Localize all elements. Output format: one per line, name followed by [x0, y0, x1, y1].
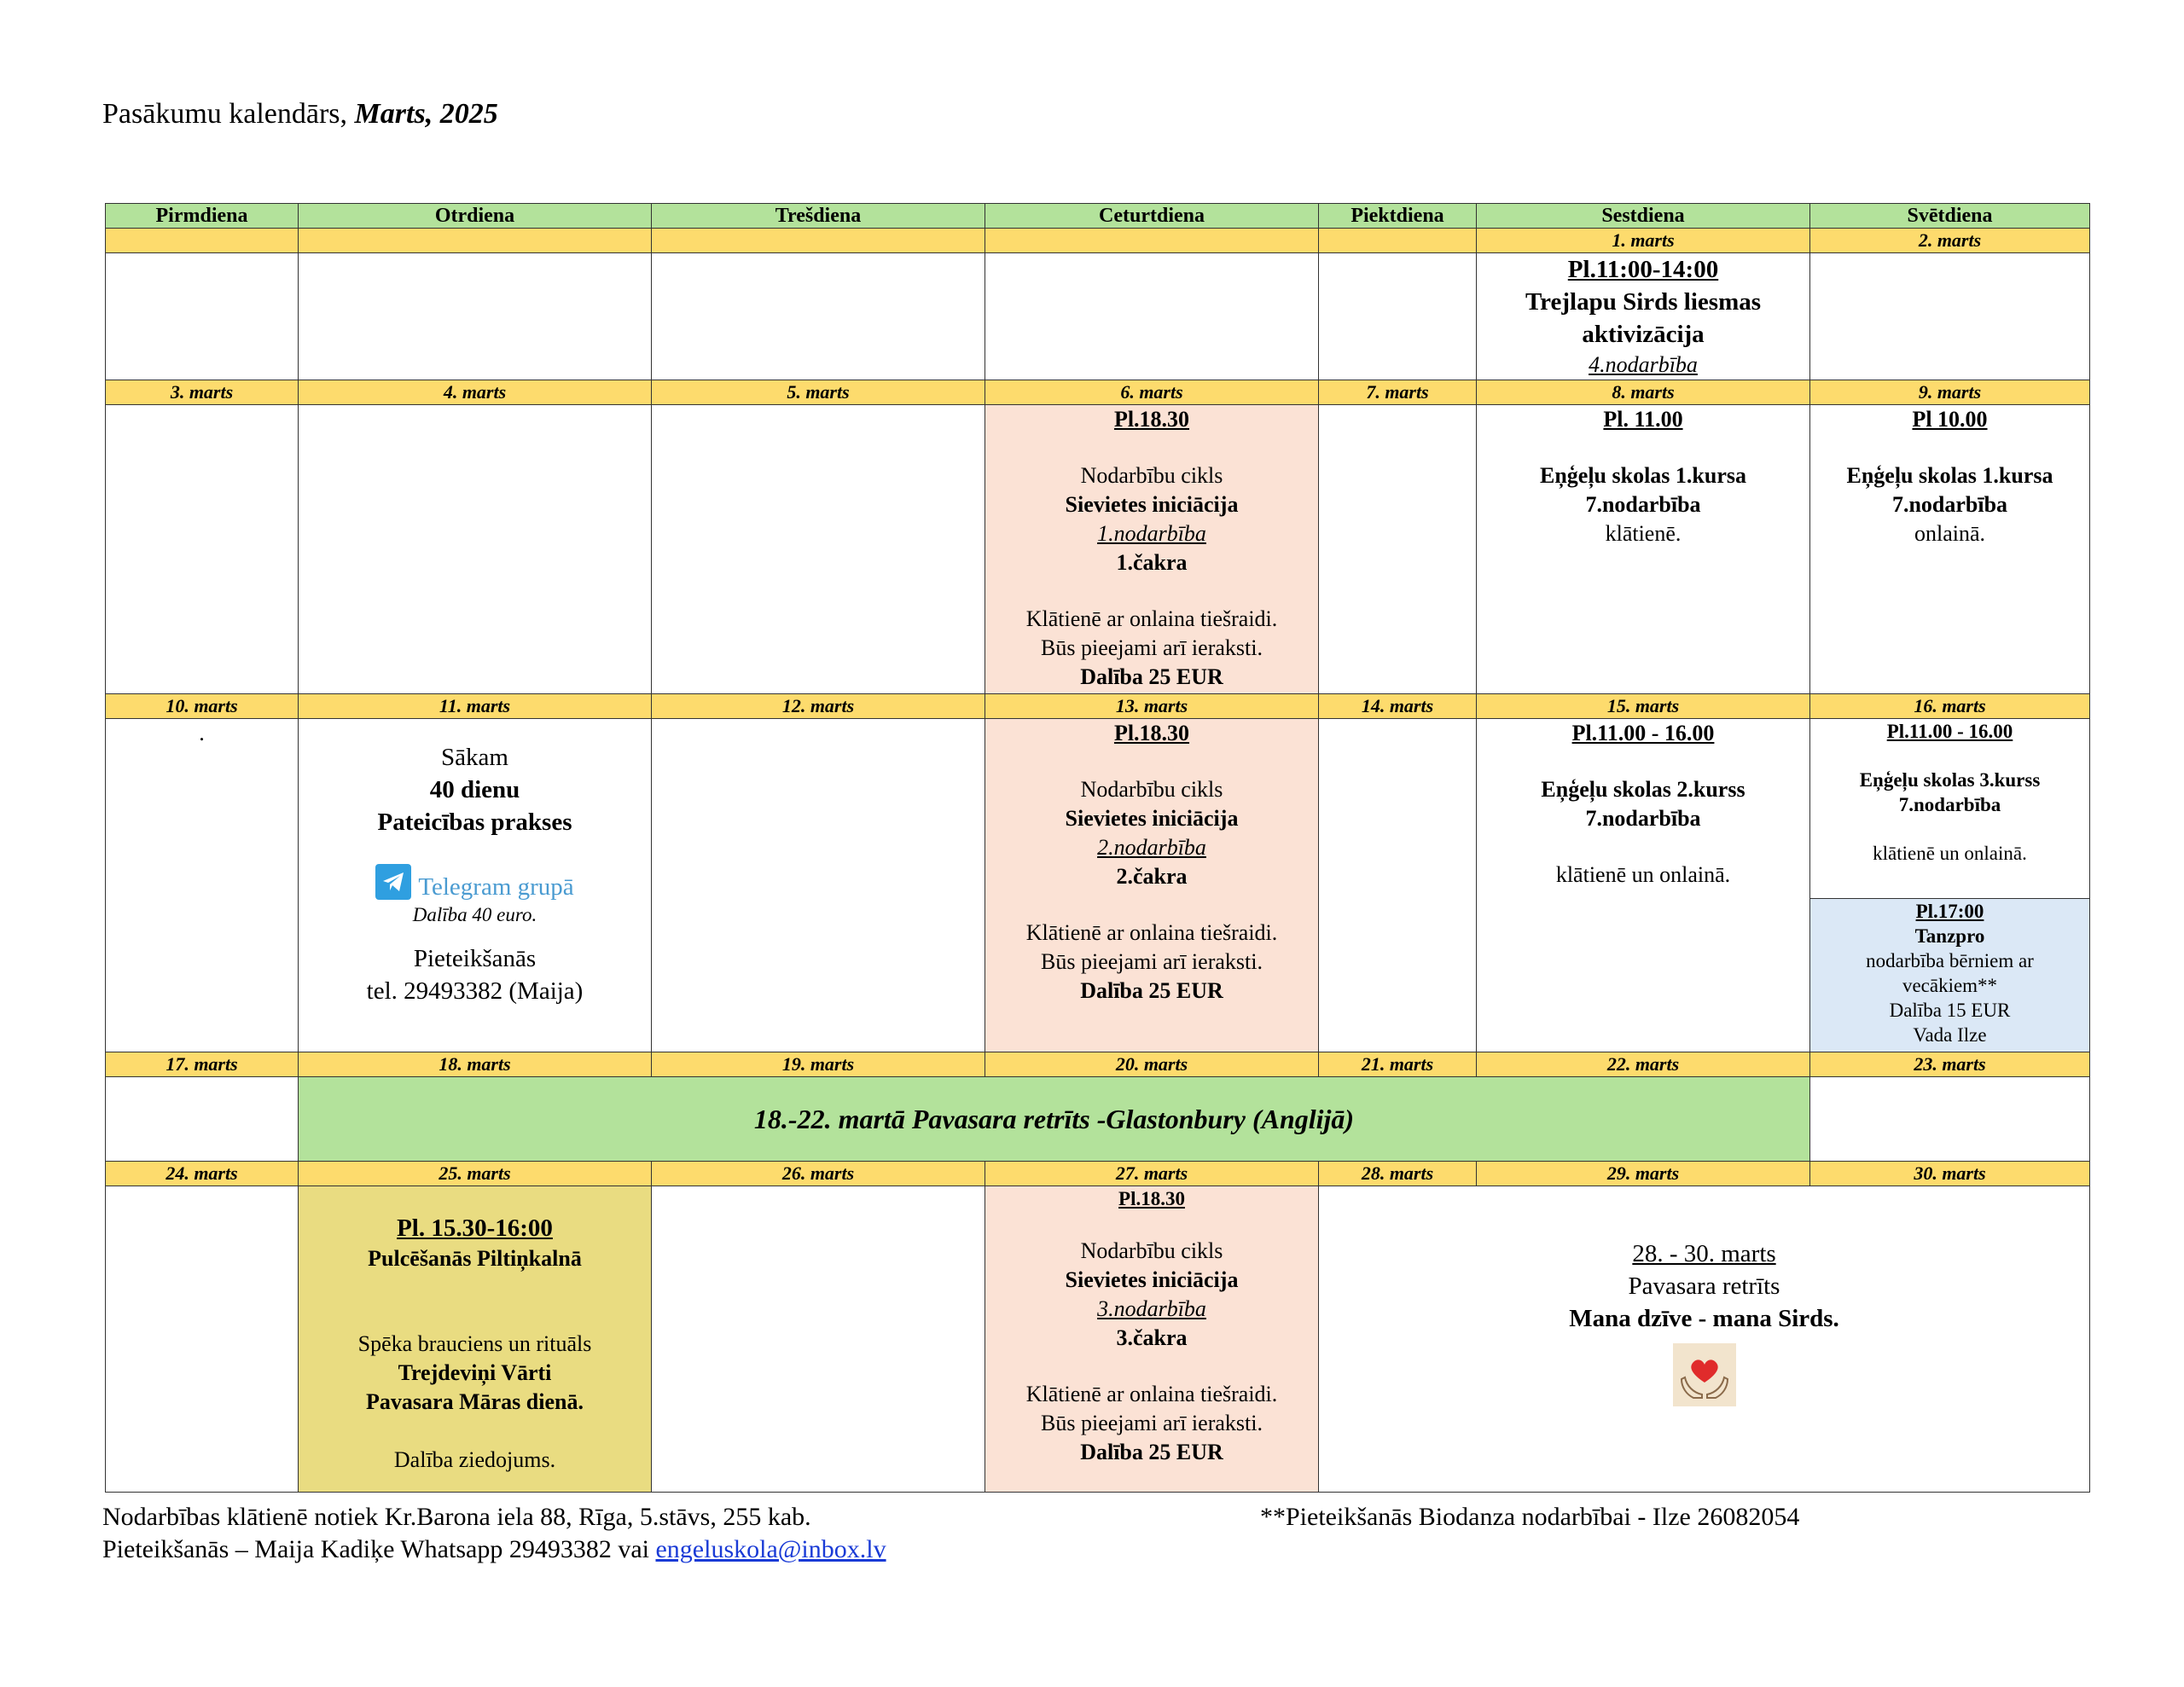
telegram-icon: [375, 864, 411, 900]
event-note: Būs pieejami arī ieraksti.: [1041, 635, 1263, 660]
event-row: [106, 405, 2090, 694]
footer-address: Nodarbības klātienē notiek Kr.Barona iela 88, Rīga, 5.stāvs, 255 kab.: [102, 1503, 811, 1531]
telegram-label[interactable]: Telegram grupā: [418, 873, 574, 901]
event-title: Tanzpro: [1914, 925, 1985, 947]
telegram-link[interactable]: [299, 864, 651, 902]
date-cell: 4. marts: [299, 380, 652, 405]
event-row: [106, 1186, 2090, 1493]
weekday-header: Otrdiena: [299, 204, 652, 229]
event-cell: [1477, 253, 1810, 380]
split-cell: [1810, 719, 2089, 1052]
date-cell: 10. marts: [106, 694, 299, 719]
event-cell: [1319, 1186, 2090, 1493]
event-row: [106, 719, 2090, 1052]
title-month: Marts, 2025: [354, 98, 498, 130]
weekday-header: Svētdiena: [1810, 204, 2090, 229]
event-cell: [1810, 719, 2090, 1052]
event-cell: [1477, 405, 1810, 694]
event-note: Klātienē ar onlaina tiešraidi.: [1025, 920, 1278, 945]
date-cell: 11. marts: [299, 694, 652, 719]
event-price: Dalība 25 EUR: [1080, 1440, 1223, 1464]
date-row: [106, 1162, 2090, 1186]
event-signup: Pieteikšanās: [413, 945, 537, 972]
event-chakra: 2.čakra: [1116, 864, 1188, 889]
event-time: Pl.18.30: [1113, 407, 1190, 432]
date-cell: 14. marts: [1319, 694, 1477, 719]
event-mode: klātienē un onlainā.: [1555, 862, 1731, 887]
footer-signup: [102, 1535, 886, 1564]
weekday-header: Sestdiena: [1477, 204, 1810, 229]
date-cell: 8. marts: [1477, 380, 1810, 405]
date-cell: 24. marts: [106, 1162, 299, 1186]
date-cell: 2. marts: [1810, 229, 2090, 253]
event-desc: nodarbība bērniem ar: [1866, 950, 2034, 971]
event-mode: onlainā.: [1914, 521, 1986, 546]
event-time: Pl.11.00 - 16.00: [1571, 721, 1715, 745]
event-phone: tel. 29493382 (Maija): [366, 977, 584, 1005]
event-session: 3.nodarbība: [1097, 1296, 1206, 1321]
event-dates: 28. - 30. marts: [1632, 1240, 1776, 1267]
date-cell: 22. marts: [1477, 1052, 1810, 1077]
cell-mark: .: [199, 721, 205, 745]
date-cell: 7. marts: [1319, 380, 1477, 405]
date-cell: 23. marts: [1810, 1052, 2090, 1077]
event-note: Klātienē ar onlaina tiešraidi.: [1025, 1382, 1278, 1406]
event-block: [1810, 719, 2089, 899]
footer-biodanza: **Pieteikšanās Biodanza nodarbībai - Ilze 26082054: [1260, 1503, 1800, 1531]
date-cell: 18. marts: [299, 1052, 652, 1077]
event-chakra: 3.čakra: [1116, 1325, 1188, 1350]
event-time: Pl. 15.30-16:00: [397, 1215, 553, 1242]
event-cell: [299, 719, 652, 1052]
event-title: Sievietes iniciācija: [1065, 492, 1239, 517]
event-note: Klātienē ar onlaina tiešraidi.: [1025, 606, 1278, 631]
event-price: Dalība 25 EUR: [1080, 978, 1223, 1003]
weekday-header-row: [106, 204, 2090, 229]
event-session: 2.nodarbība: [1097, 835, 1206, 860]
event-title: Eņģeļu skolas 1.kursa: [1846, 463, 2053, 488]
event-desc: Spēka brauciens un rituāls: [357, 1331, 592, 1356]
event-time: Pl.17:00: [1915, 901, 1984, 922]
event-price: Dalība 25 EUR: [1080, 664, 1223, 689]
retreat-banner: [299, 1077, 1810, 1162]
retreat-title: 18.-22. martā Pavasara retrīts -Glastonbury (Anglijā): [753, 1104, 1355, 1134]
event-mode: klātienē un onlainā.: [1873, 843, 2027, 864]
date-cell: 26. marts: [652, 1162, 985, 1186]
event-time: Pl.18.30: [1118, 1188, 1185, 1209]
event-cell: [1477, 719, 1810, 1052]
title-prefix: Pasākumu kalendārs,: [102, 98, 355, 130]
event-title: Eņģeļu skolas 1.kursa: [1539, 463, 1747, 488]
event-session: 7.nodarbība: [1585, 806, 1701, 831]
event-session: 1.nodarbība: [1097, 521, 1206, 546]
date-cell: 19. marts: [652, 1052, 985, 1077]
date-cell: 3. marts: [106, 380, 299, 405]
date-cell: 17. marts: [106, 1052, 299, 1077]
event-session: 7.nodarbība: [1585, 492, 1701, 517]
event-title: Trejdeviņi Vārti: [398, 1360, 552, 1385]
event-cell: [985, 1186, 1319, 1493]
event-title: aktivizācija: [1582, 321, 1705, 348]
date-row: [106, 380, 2090, 405]
event-cycle: Nodarbību cikls: [1080, 777, 1223, 802]
date-row: [106, 229, 2090, 253]
event-title: Sievietes iniciācija: [1065, 806, 1239, 831]
event-title: Mana dzīve - mana Sirds.: [1569, 1305, 1839, 1332]
event-title: Sievietes iniciācija: [1065, 1267, 1239, 1292]
event-block: [1810, 899, 2089, 1052]
date-cell: 1. marts: [1477, 229, 1810, 253]
event-title: Eņģeļu skolas 3.kurss: [1859, 769, 2041, 791]
date-cell: 27. marts: [985, 1162, 1319, 1186]
event-time: Pl 10.00: [1912, 407, 1988, 432]
page-title: [102, 98, 498, 130]
event-cycle: Nodarbību cikls: [1080, 1238, 1223, 1263]
event-row: [106, 1077, 2090, 1162]
weekday-header: Piektdiena: [1319, 204, 1477, 229]
date-cell: 5. marts: [652, 380, 985, 405]
date-cell: 6. marts: [985, 380, 1319, 405]
event-row: [106, 253, 2090, 380]
weekday-header: Ceturtdiena: [985, 204, 1319, 229]
date-row: [106, 1052, 2090, 1077]
event-title: Pavasara Māras dienā.: [366, 1389, 584, 1414]
event-cell: [985, 719, 1319, 1052]
email-link[interactable]: engeluskola@inbox.lv: [655, 1535, 886, 1563]
event-intro: Sākam: [441, 744, 508, 771]
date-cell: 29. marts: [1477, 1162, 1810, 1186]
date-cell: 25. marts: [299, 1162, 652, 1186]
event-time: Pl.18.30: [1113, 721, 1190, 745]
event-cell: [985, 405, 1319, 694]
event-lead: Vada Ilze: [1913, 1024, 1987, 1046]
date-cell: 9. marts: [1810, 380, 2090, 405]
event-title: Pateicības prakses: [377, 809, 572, 836]
date-cell: 21. marts: [1319, 1052, 1477, 1077]
event-time: Pl. 11.00: [1603, 407, 1683, 432]
event-title: Eņģeļu skolas 2.kurss: [1541, 777, 1745, 802]
event-cell: [299, 1186, 652, 1493]
event-time: Pl.11:00-14:00: [1567, 256, 1719, 283]
date-cell: 12. marts: [652, 694, 985, 719]
event-title: 40 dienu: [429, 776, 520, 803]
event-price: Dalība 15 EUR: [1889, 1000, 2011, 1021]
event-time: Pl.11.00 - 16.00: [1886, 721, 2013, 742]
event-session: 4.nodarbība: [1589, 352, 1698, 377]
event-session: 7.nodarbība: [1891, 492, 2008, 517]
event-chakra: 1.čakra: [1116, 550, 1188, 575]
event-session: 7.nodarbība: [1898, 794, 2001, 815]
event-desc: vecākiem**: [1902, 975, 1998, 996]
date-cell: 20. marts: [985, 1052, 1319, 1077]
event-price: Dalība 40 euro.: [412, 904, 537, 925]
event-cell: [1810, 405, 2090, 694]
event-note: Būs pieejami arī ieraksti.: [1041, 1411, 1263, 1435]
date-row: [106, 694, 2090, 719]
weekday-header: Trešdiena: [652, 204, 985, 229]
event-label: Pavasara retrīts: [1628, 1272, 1780, 1300]
date-cell: 13. marts: [985, 694, 1319, 719]
date-cell: 30. marts: [1810, 1162, 2090, 1186]
event-cycle: Nodarbību cikls: [1080, 463, 1223, 488]
weekday-header: Pirmdiena: [106, 204, 299, 229]
date-cell: 28. marts: [1319, 1162, 1477, 1186]
event-mode: klātienē.: [1605, 521, 1682, 546]
date-cell: 15. marts: [1477, 694, 1810, 719]
footer-signup-text: Pieteikšanās – Maija Kadiķe Whatsapp 29493382 vai: [102, 1535, 656, 1563]
calendar-table: [105, 203, 2090, 1493]
date-cell: 16. marts: [1810, 694, 2090, 719]
event-note: Būs pieejami arī ieraksti.: [1041, 949, 1263, 974]
heart-hands-icon: [1673, 1343, 1736, 1406]
event-title: Trejlapu Sirds liesmas: [1525, 288, 1762, 316]
event-price: Dalība ziedojums.: [393, 1447, 556, 1472]
event-title: Pulcēšanās Piltiņkalnā: [368, 1246, 582, 1271]
